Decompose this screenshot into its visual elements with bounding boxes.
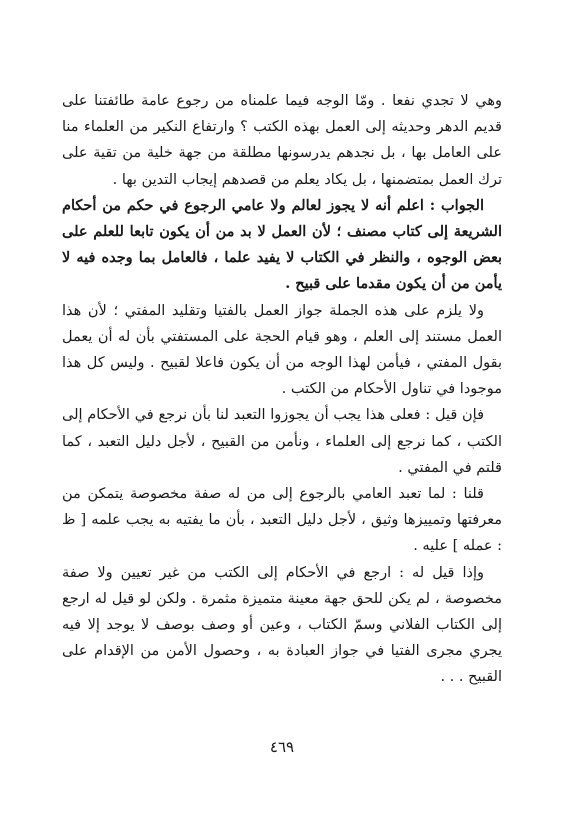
paragraph-reply: قلنا : لما تعبد العامي بالرجوع إلى من له صفة مخصوصة يتمكن من معرفتها وتمييزها وثيق ، لأجل دليل التعبد ، بأن ما يفتيه به يجب علمه [ ظ : عمله ] عليه . <box>62 486 502 555</box>
paragraph-answer: الجواب : اعلم أنه لا يجوز لعالم ولا عامي الرجوع في حكم من أحكام الشريعة إلى كتاب مصنف ؛ لأن العمل لا بد من أن يكون تابعا للعلم على بعض الوجوه ، والنظر في الكتاب لا يفيد علما ، فالعامل بما وجده فيه لا يأمن من أن يكون مقدما على قبيح . <box>62 196 502 293</box>
paragraph-objection: فإن قيل : فعلى هذا يجب أن يجوزوا التعبد لنا بأن نرجع في الأحكام إلى الكتب ، كما نرجع إلى العلماء ، ونأمن من القبيح ، لأجل دليل التعبد ، كما قلتم في المفتي . <box>62 407 502 476</box>
paragraph-conclusion: وإذا قيل له : ارجع في الأحكام إلى الكتب من غير تعيين ولا صفة مخصوصة ، لم يكن للحق جهة معينة متميزة مثمرة . ولكن لو قيل له ارجع إلى الكتاب الفلاني وسمّ الكتاب ، وعين أو وصف بوصف لا يوجد إلا فيه يجري مجرى الفتيا في جواز العبادة به ، وحصول الأمن من الإقدام على القبيح . . . <box>62 564 502 686</box>
page-body <box>62 88 502 691</box>
paragraph-question: وهي لا تجدي نفعا . ومّا الوجه فيما علمناه من رجوع عامة طائفتنا على قديم الدهر وحديثه إلى العمل بهذه الكتب ؟ وارتفاع النكير من العلماء منا على العامل بها ، بل نجدهم يدرسونها مطلقة من جهة خلية من تقية على ترك العمل بمتضمنها ، بل يكاد يعلم من قصدهم إيجاب التدين بها . <box>62 93 502 188</box>
paragraph-fatwa: ولا يلزم على هذه الجملة جواز العمل بالفتيا وتقليد المفتي ؛ لأن هذا العمل مستند إلى العلم ، وهو قيام الحجة على المستفتي بأن له أن يعمل بقول المفتي ، فيأمن لهذا الوجه من أن يكون فاعلا لقبيح . وليس كل هذا موجودا في تناول الأحكام من الكتب . <box>62 302 502 398</box>
page-number: ٤٦٩ <box>269 738 295 756</box>
